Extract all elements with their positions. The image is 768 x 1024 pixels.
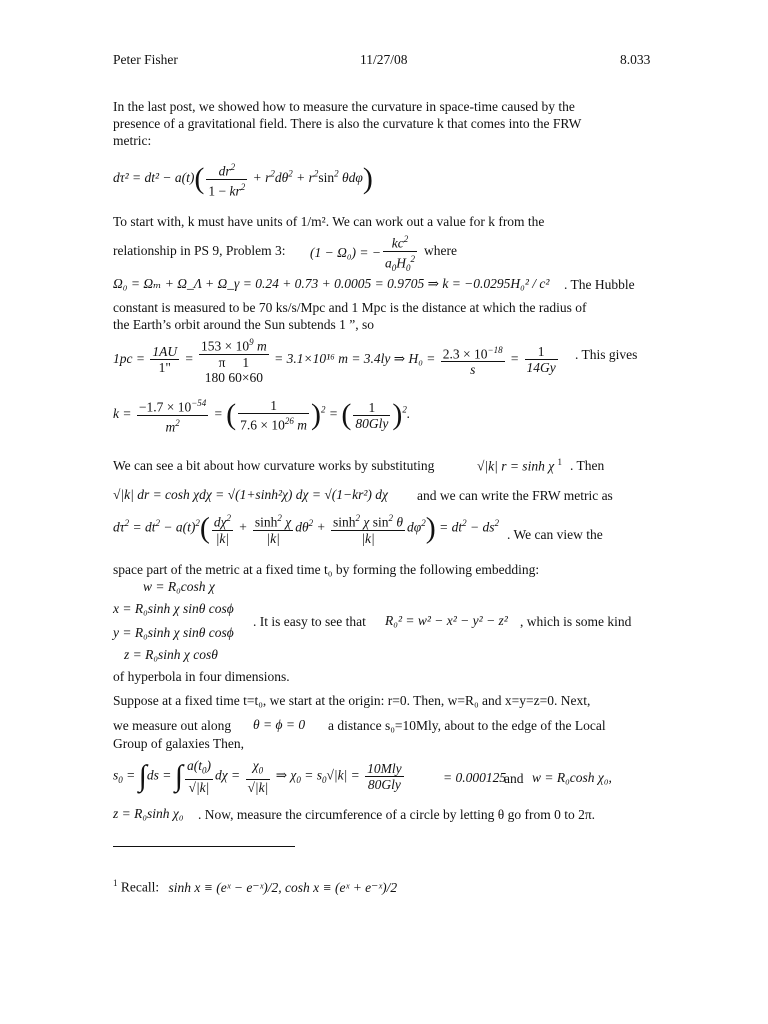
para2-line2: relationship in PS 9, Problem 3: [113, 243, 286, 258]
para12-tail: . Now, measure the circumference of a circle by letting θ go from 0 to 2π. [198, 807, 596, 822]
header-date: 11/27/08 [360, 52, 408, 67]
w0-equation: w = R₀cosh χ₀, [532, 770, 612, 785]
para11-and: and [504, 771, 524, 786]
footnote-number: 1 [113, 878, 118, 888]
para9: of hyperbola in four dimensions. [113, 669, 290, 684]
para6-tail: . We can view the [507, 527, 603, 542]
embedding-z: z = R₀sinh χ cosθ [124, 647, 218, 662]
chi0-value: = 0.000125 [443, 770, 507, 785]
para7: space part of the metric at a fixed time t₀ by forming the following embedding: [113, 562, 540, 577]
embedding-y: y = R₀sinh χ sinθ cosϕ [113, 625, 234, 640]
embedding-x: x = R₀sinh χ sinθ cosϕ [113, 601, 234, 616]
substitution-equation: √|k| r = sinh χ $^1$ [477, 457, 563, 474]
para4-line2: the Earth’s orbit around the Sun subtends 1 ”, so [113, 317, 374, 332]
para1-line1: In the last post, we showed how to measure the curvature in space-time caused by the [113, 99, 575, 114]
theta-phi-equation: θ = ϕ = 0 [253, 717, 306, 732]
hyperbola-equation: R₀² = w² − x² − y² − z² [385, 613, 508, 628]
para1-line3: metric: [113, 133, 152, 148]
embedding-w: w = R₀cosh χ [143, 579, 215, 594]
para8-tail: , which is some kind [520, 614, 632, 629]
para5-line1: We can see a bit about how curvature works by substituting [113, 458, 435, 473]
omega-relation: (1 − Ω₀) = − $\frac{kc^2}{a_0H_0^2}$ [310, 234, 416, 273]
para5-line1-tail: . Then [570, 458, 605, 473]
para4-line1: constant is measured to be 70 ks/s/Mpc and 1 Mpc is the distance at which the radius of [113, 300, 587, 315]
footnote-recall-equation: sinh x ≡ (eˣ − e⁻ˣ)/2, cosh x ≡ (eˣ + e⁻ˣ)/2 [168, 879, 398, 895]
header-author: Peter Fisher [113, 52, 178, 67]
footnote [113, 875, 397, 896]
footnote-label: Recall: [120, 879, 160, 895]
para2-line1: To start with, k must have units of 1/m². We can work out a value for k from the [113, 214, 545, 229]
omega-sum-equation: Ω₀ = Ωₘ + Ω_Λ + Ω_γ = 0.24 + 0.73 + 0.0005 = 0.9705 ⇒ k = −0.0295H₀² / c² [113, 276, 550, 291]
z0-equation: z = R₀sinh χ₀ [113, 806, 184, 821]
parsec-equation: 1pc = $\frac{1AU}{1"}$ = $153 \times 10^9$ m π 1 180 60×60 = 3.1×10¹⁶ m = 3.4ly ⇒ H₀ = $\frac{2.3 \times 10^{-18}}{s}$ = $\frac{1}{14Gy}$ [113, 337, 556, 385]
frw-chi-equation: $d\tau^2 = dt^2 - a(t)^2$( $\frac{d\chi^2}{|k|}$ + $\frac{\sinh^2 \chi}{|k|}$ $d\theta^2$ + $\frac{\sinh^2 \chi \sin^2 \theta}{|k|}$ $d\varphi^2) = dt^2 - ds^2$ [113, 511, 499, 546]
para3-tail: . The Hubble [564, 277, 635, 292]
footnote-divider [113, 846, 295, 847]
para10-line3: Group of galaxies Then, [113, 736, 244, 751]
para5-line2-tail: and we can write the FRW metric as [417, 488, 613, 503]
s0-integral-equation: $s_0 = \int ds$ = ∫ $\frac{a(t_0)}{√|k|}$ dχ = $\frac{\chi_0}{√|k|}$ ⇒ $\chi_0 = s_0√|k|$ = $\frac{\text{10Mly}}{\text{80Gly}}$ [113, 758, 402, 795]
para10-line2b: a distance s₀=10Mly, about to the edge of the Local [328, 718, 606, 733]
frw-metric-equation: dτ² = dt² − a(t)( $\frac{dr^2}{1 - kr^2}$ + $r^2d\theta^2 + r^2\sin^2$ θdφ) [113, 162, 373, 198]
dr-equation: √|k| dr = cosh χdχ = √(1+sinh²χ) dχ = √(1−kr²) dχ [113, 487, 388, 502]
para10-line2a: we measure out along [113, 718, 232, 733]
para4-tail: . This gives [575, 347, 638, 362]
para10-line1: Suppose at a fixed time t=t₀, we start at the origin: r=0. Then, w=R₀ and x=y=z=0. Next, [113, 693, 591, 708]
para2-where: where [424, 243, 457, 258]
k-value-equation: k = $\frac{-1.7 \times 10^{-54}}{m^2}$ = ( $\frac{1}{7.6 \times 10^{26} m}$ )$^2$ = ( $\frac{1}{\text{80Gly}}$ )$^2$. [113, 397, 411, 434]
para8: . It is easy to see that [253, 614, 366, 629]
header-course: 8.033 [620, 52, 651, 67]
para1-line2: presence of a gravitational field. There is also the curvature k that comes into the FRW [113, 116, 582, 131]
